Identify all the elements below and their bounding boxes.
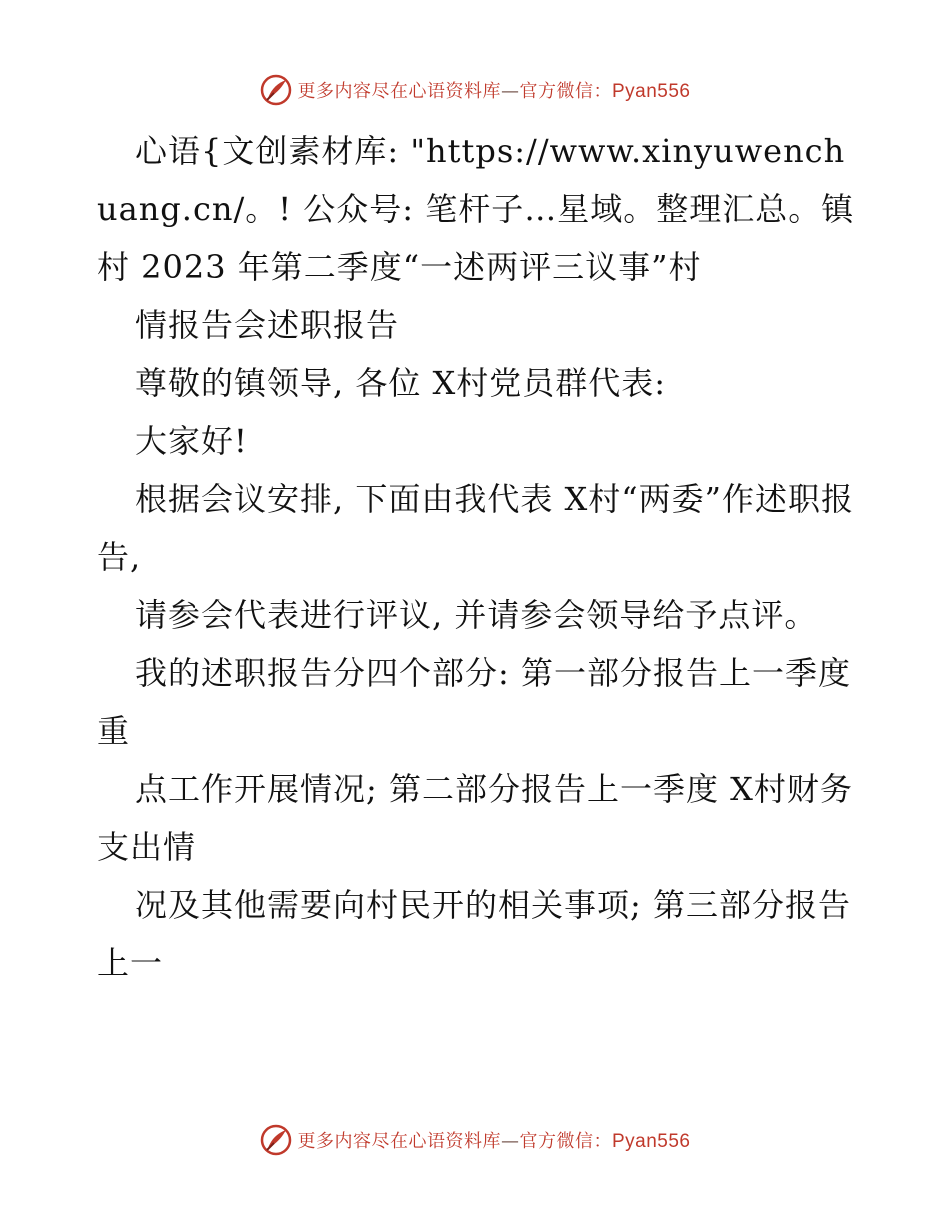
paragraph: 心语{文创素材库: "https://​www.xinyuwenchuang.cn/。! 公众号: 笔杆子…星域。整理汇总。镇村 2023 年第二季度“一述两评三议事”村 [97,132,855,286]
paragraph: 情报告会述职报告 [135,306,400,344]
watermark-brand: 更多内容尽在心语资料库 [297,81,501,102]
feather-pen-logo-icon [259,1123,293,1157]
watermark-wechat-id: Pyan556 [611,81,691,102]
paragraph: 根据会议安排, 下面由我代表 X村“两委”作述职报告, [97,480,855,576]
paragraph: 尊敬的镇领导, 各位 X村党员群代表: [135,364,667,402]
paragraph: 我的述职报告分四个部分: 第一部分报告上一季度重 [97,654,851,750]
watermark-separator: — [500,81,520,102]
paragraph: 大家好! [135,422,248,460]
watermark-wechat-id: Pyan556 [611,1131,691,1152]
watermark-official-label: 官方微信： [519,81,612,102]
watermark-text [297,1127,690,1153]
watermark-brand: 更多内容尽在心语资料库 [297,1131,501,1152]
watermark-footer [0,1118,950,1162]
paragraph: 况及其他需要向村民开的相关事项; 第三部分报告上一 [97,886,851,982]
document-body [97,122,857,992]
feather-pen-logo-icon [259,73,293,107]
watermark-header [0,68,950,112]
watermark-separator: — [500,1131,520,1152]
watermark-official-label: 官方微信： [519,1131,612,1152]
paragraph: 点工作开展情况; 第二部分报告上一季度 X村财务支出情 [97,770,853,866]
watermark-text [297,77,690,103]
paragraph: 请参会代表进行评议, 并请参会领导给予点评。 [135,596,818,634]
